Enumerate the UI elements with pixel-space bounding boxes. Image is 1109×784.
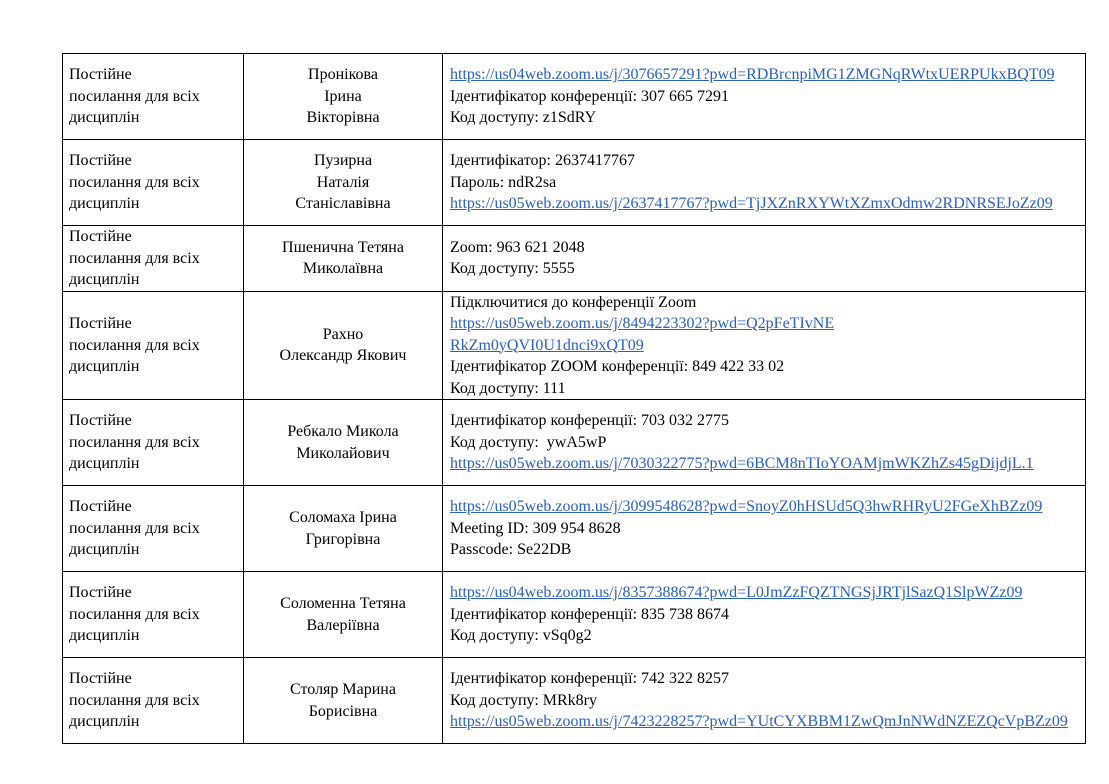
scope-text: Постійне bbox=[69, 498, 132, 516]
teacher-name-line: Ірина bbox=[324, 87, 362, 105]
scope-cell bbox=[63, 658, 244, 744]
teacher-name-line: Миколайович bbox=[296, 444, 390, 462]
scope-text: Постійне bbox=[69, 66, 132, 84]
zoom-link[interactable]: https://us05web.zoom.us/j/2637417767?pwd=TjJXZnRXYWtXZmxOdmw2RDNRSEJoZz09 bbox=[450, 195, 1053, 213]
teacher-name-line: Станіславівна bbox=[295, 195, 391, 213]
scope-text: посилання для всіх bbox=[69, 691, 200, 709]
teacher-name-cell bbox=[244, 572, 443, 658]
teacher-name-line: Рахно bbox=[322, 325, 364, 343]
teacher-name-cell bbox=[244, 400, 443, 486]
teacher-name-line: Борисівна bbox=[308, 702, 378, 720]
conference-info-cell bbox=[443, 291, 1086, 400]
conference-info-cell bbox=[443, 572, 1086, 658]
teacher-name-cell bbox=[244, 140, 443, 226]
conference-detail-line: Ідентифікатор: 2637417767 bbox=[450, 152, 635, 170]
scope-text: дисциплін bbox=[69, 358, 140, 375]
scope-cell bbox=[63, 226, 244, 292]
teacher-name-line: Пшенична Тетяна bbox=[282, 238, 404, 256]
scope-text: дисциплін bbox=[69, 195, 140, 213]
conference-detail-line: Підключитися до конференції Zoom bbox=[450, 293, 697, 311]
table-row bbox=[63, 400, 1086, 486]
teacher-name-line: Наталія bbox=[316, 173, 370, 191]
conference-detail-line: Код доступу: 111 bbox=[450, 379, 566, 397]
teacher-name-line: Миколаївна bbox=[302, 260, 384, 278]
zoom-link[interactable]: https://us05web.zoom.us/j/7423228257?pwd=YUtCYXBBM1ZwQmJnNWdNZEZQcVpBZz09 bbox=[450, 713, 1068, 731]
teacher-name-line: Григорівна bbox=[305, 530, 381, 548]
scope-text: посилання для всіх bbox=[69, 433, 200, 451]
scope-text: дисциплін bbox=[69, 455, 140, 473]
table-row bbox=[63, 572, 1086, 658]
scope-text: посилання для всіх bbox=[69, 249, 200, 267]
conference-detail-line: Passcode: Se22DB bbox=[450, 541, 572, 559]
zoom-link[interactable]: https://us05web.zoom.us/j/3099548628?pwd=SnoyZ0hHSUd5Q3hwRHRyU2FGeXhBZz09 bbox=[450, 498, 1043, 516]
scope-cell bbox=[63, 291, 244, 400]
conference-info-cell bbox=[443, 658, 1086, 744]
scope-cell bbox=[63, 572, 244, 658]
scope-text: посилання для всіх bbox=[69, 173, 200, 191]
conference-info-cell bbox=[443, 400, 1086, 486]
scope-cell bbox=[63, 400, 244, 486]
scope-text: дисциплін bbox=[69, 541, 140, 559]
teacher-name-line: Ребкало Микола bbox=[287, 423, 399, 440]
scope-text: Постійне bbox=[69, 228, 132, 245]
teacher-name-line: Соломенна Тетяна bbox=[280, 595, 406, 612]
conference-detail-line: Ідентифікатор конференції: 703 032 2775 bbox=[450, 412, 730, 430]
scope-text: Постійне bbox=[69, 315, 132, 332]
table-row bbox=[63, 486, 1086, 572]
zoom-link[interactable]: https://us05web.zoom.us/j/8494223302?pwd=Q2pFeTIvNE RkZm0yQVI0U1dnci9xQT09 bbox=[450, 315, 835, 354]
teacher-name-cell bbox=[244, 486, 443, 572]
conference-detail-line: Ідентифікатор конференції: 835 738 8674 bbox=[450, 605, 730, 623]
conference-detail-line: Meeting ID: 309 954 8628 bbox=[450, 519, 621, 537]
scope-text: посилання для всіх bbox=[69, 519, 200, 537]
scope-cell bbox=[63, 54, 244, 140]
conference-detail-line: Код доступу: ywA5wP bbox=[450, 433, 607, 451]
scope-text: Постійне bbox=[69, 670, 132, 688]
conference-info-cell bbox=[443, 140, 1086, 226]
teacher-name-cell bbox=[244, 658, 443, 744]
zoom-links-table bbox=[62, 53, 1086, 744]
table-row bbox=[63, 226, 1086, 292]
teacher-name-line: Олександр Якович bbox=[279, 347, 407, 365]
conference-detail-line: Zoom: 963 621 2048 bbox=[450, 238, 585, 256]
table-row bbox=[63, 54, 1086, 140]
scope-text: дисциплін bbox=[69, 271, 140, 288]
conference-info-cell bbox=[443, 226, 1086, 292]
zoom-link[interactable]: https://us04web.zoom.us/j/8357388674?pwd=L0JmZzFQZTNGSjJRTjlSazQ1SlpWZz09 bbox=[450, 584, 1023, 602]
scope-text: посилання для всіх bbox=[69, 336, 200, 354]
conference-info-cell bbox=[443, 486, 1086, 572]
scope-text: дисциплін bbox=[69, 627, 140, 645]
table-row bbox=[63, 291, 1086, 400]
conference-detail-line: Пароль: ndR2sa bbox=[450, 173, 557, 191]
table-body bbox=[63, 54, 1086, 744]
zoom-link[interactable]: https://us05web.zoom.us/j/7030322775?pwd=6BCM8nTIoYOAMjmWKZhZs45gDijdjL.1 bbox=[450, 455, 1034, 473]
teacher-name-cell bbox=[244, 54, 443, 140]
teacher-name-cell bbox=[244, 226, 443, 292]
scope-text: посилання для всіх bbox=[69, 605, 200, 623]
teacher-name-line: Пузирна bbox=[313, 152, 373, 170]
conference-detail-line: Ідентифікатор конференції: 307 665 7291 bbox=[450, 87, 730, 105]
conference-detail-line: Код доступу: 5555 bbox=[450, 260, 575, 278]
scope-text: Постійне bbox=[69, 412, 132, 430]
teacher-name-cell bbox=[244, 291, 443, 400]
conference-detail-line: Ідентифікатор ZOOM конференції: 849 422 33 02 bbox=[450, 358, 785, 375]
scope-text: посилання для всіх bbox=[69, 87, 200, 105]
conference-detail-line: Код доступу: z1SdRY bbox=[450, 109, 597, 127]
table-row bbox=[63, 140, 1086, 226]
conference-detail-line: Код доступу: vSq0g2 bbox=[450, 627, 592, 645]
teacher-name-line: Столяр Марина bbox=[290, 681, 396, 698]
teacher-name-line: Пронікова bbox=[308, 66, 378, 84]
scope-text: Постійне bbox=[69, 584, 132, 602]
scope-text: дисциплін bbox=[69, 713, 140, 731]
scope-text: Постійне bbox=[69, 152, 132, 170]
teacher-name-line: Соломаха Ірина bbox=[289, 509, 397, 526]
scope-text: дисциплін bbox=[69, 109, 140, 127]
teacher-name-line: Валеріївна bbox=[306, 616, 380, 634]
scope-cell bbox=[63, 140, 244, 226]
conference-detail-line: Код доступу: MRk8ry bbox=[450, 691, 597, 709]
teacher-name-line: Вікторівна bbox=[306, 109, 380, 127]
conference-info-cell bbox=[443, 54, 1086, 140]
scope-cell bbox=[63, 486, 244, 572]
table-row bbox=[63, 658, 1086, 744]
zoom-link[interactable]: https://us04web.zoom.us/j/3076657291?pwd=RDBrcnpiMG1ZMGNqRWtxUERPUkxBQT09 bbox=[450, 66, 1055, 84]
conference-detail-line: Ідентифікатор конференції: 742 322 8257 bbox=[450, 670, 730, 688]
